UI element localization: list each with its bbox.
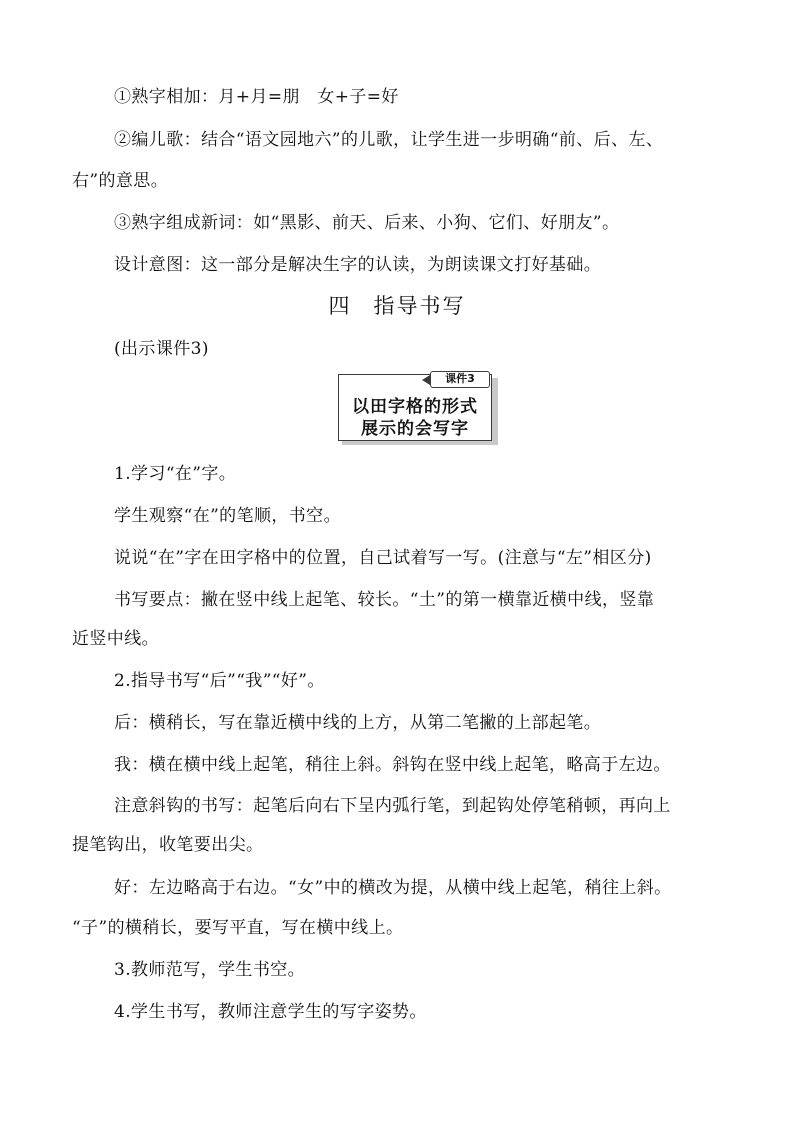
paragraph-line: 近竖中线。: [72, 629, 159, 649]
card-text-line: 展示的会写字: [361, 419, 469, 439]
paragraph-line: ③熟字组成新词：如“黑影、前天、后来、小狗、它们、好朋友”。: [114, 213, 620, 233]
paragraph-line: 2.指导书写“后”“我”“好”。: [114, 671, 325, 691]
paragraph-line: 3.教师范写，学生书空。: [114, 960, 306, 980]
paragraph-line: 好：左边略高于右边。“女”中的横改为提，从横中线上起笔，稍往上斜。: [114, 878, 672, 898]
paragraph-line: 注意斜钩的书写：起笔后向右下呈内弧行笔，到起钩处停笔稍顿，再向上: [114, 796, 671, 816]
paragraph-line: 说说“在”字在田字格中的位置，自己试着写一写。(注意与“左”相区分): [114, 548, 652, 568]
paragraph-line: 4.学生书写，教师注意学生的写字姿势。: [114, 1002, 427, 1022]
paragraph-line: 后：横稍长，写在靠近横中线的上方，从第二笔撇的上部起笔。: [114, 713, 602, 733]
courseware-tag: 课件3: [430, 371, 490, 388]
paragraph-line: 设计意图：这一部分是解决生字的认读，为朗读课文打好基础。: [114, 255, 602, 275]
courseware-card: [338, 371, 498, 445]
card-text-line: 以田字格的形式: [352, 397, 478, 417]
paragraph-line: “子”的横稍长，要写平直，写在横中线上。: [72, 918, 404, 938]
section-number: 四: [328, 294, 352, 318]
courseware-note: (出示课件3): [114, 339, 209, 359]
paragraph-line: 书写要点：撇在竖中线上起笔、较长。“土”的第一横靠近横中线，竖靠: [114, 590, 655, 610]
section-heading: [0, 292, 794, 320]
paragraph-line: ②编儿歌：结合“语文园地六”的儿歌，让学生进一步明确“前、后、左、: [114, 130, 664, 150]
paragraph-line: 右”的意思。: [72, 171, 169, 191]
paragraph-line: 1.学习“在”字。: [114, 464, 237, 484]
paragraph-line: 学生观察“在”的笔顺，书空。: [114, 506, 341, 526]
card-text: [338, 396, 492, 440]
paragraph-line: 提笔钩出，收笔要出尖。: [72, 835, 264, 855]
paragraph-line: ①熟字相加：月+月=朋 女+子=好: [114, 87, 399, 107]
section-title: 指导书写: [373, 294, 466, 318]
paragraph-line: 我：横在横中线上起笔，稍往上斜。斜钩在竖中线上起笔，略高于左边。: [114, 755, 671, 775]
